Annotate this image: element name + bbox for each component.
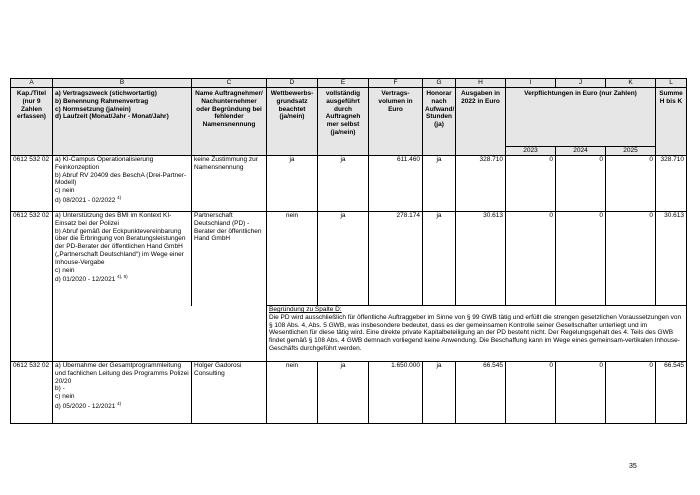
duration-text: d) 05/2020 - 12/2021 (55, 403, 116, 411)
purpose-line: b) Abruf RV 20409 des BeschA (Drei-Partner-Modell) (55, 171, 187, 187)
duration-line (55, 401, 189, 411)
header-b-line: a) Vertragszweck (stichwortartig) (55, 90, 157, 97)
duration-line (55, 274, 189, 284)
vollstaendig-cell: ja (318, 362, 369, 424)
purpose-line: b) Abruf gemäß der Eckpunktevereinbarung über die Erbringung von Beratungsleistungen der PD-Berater der öffentlichen Hand GmbH („Partnerschaft Deutschland“) im Wege einer Inhouse-Vergabe (55, 227, 186, 266)
vertragsvolumen-cell: 278.174 (369, 212, 423, 306)
col-letter-j: J (556, 79, 606, 88)
vollstaendig-cell: ja (318, 156, 369, 212)
wettbewerb-cell: ja (267, 156, 318, 212)
header-kap-titel: Kap./Titel (nur 9 Zahlen erfassen) (11, 88, 53, 156)
purpose-line: b) - (55, 385, 65, 393)
col-letter-a: A (11, 79, 53, 88)
purpose-line: c) nein (55, 393, 75, 401)
vertragsvolumen-cell: 611.460 (369, 156, 423, 212)
ausgaben-cell: 328.710 (456, 156, 506, 212)
ausgaben-cell: 30.613 (456, 212, 506, 306)
reason-cell (267, 306, 687, 362)
purpose-line: a) Unterstützung des BMI im Kontext KI-Einsatz bei der Polizei (55, 212, 172, 227)
col-letter-c: C (192, 79, 267, 88)
header-auftragnehmer: Name Auftragnehmer/ Nachunternehmer oder Begründung bei fehlender Namensnennung (192, 88, 267, 156)
footnote-ref: 4) (117, 400, 122, 406)
vertragszweck-cell (53, 362, 192, 424)
purpose-line: a) Übernahme der Gesamtprogrammleitung und fachlichen Leitung des Programms Polizei 20/20 (55, 362, 189, 385)
ausgaben-cell: 66.545 (456, 362, 506, 424)
header-b-line: b) Benennung Rahmenvertrag (55, 97, 149, 105)
kap-titel-cell: 0612 532 02 (11, 362, 53, 424)
header-verpflichtungen: Verpflichtungen in Euro (nur Zahlen) (506, 88, 656, 147)
duration-text: d) 08/2021 - 02/2022 (55, 197, 116, 205)
purpose-line: a) KI-Campus Operationalisierung Feinkonzeption (55, 156, 154, 171)
col-letter-l: L (656, 79, 687, 88)
verpflichtung-2024-cell: 0 (556, 212, 606, 306)
year-2024: 2024 (556, 147, 606, 156)
summe-cell: 30.613 (656, 212, 687, 306)
duration-line (55, 195, 189, 205)
reason-text: Die PD wird ausschließlich für öffentliche Auftraggeber im Sinne von § 99 GWB tätig und erfüllt die strengen gesetzlichen Voraussetzungen von § 108 Abs. 4, Abs. 5 GWB, was insbesondere bedeutet, dass es der gemeinsamen Kontrolle seiner Gesellschafter unterliegt und im Wesentlichen für diese tätig wird. Eine direkte private Kapitalbeteiligung an der PD besteht nicht. Der Regelungsgehalt des 4. Teils des GWB findet gemäß § 108 Abs. 4 GWB demnach vorliegend keine Anwendung. Die Beschaffung kann im Wege eines gemeinsam-vertikalen Inhouse-Geschäfts durchgeführt werden. (269, 313, 682, 352)
column-letter-row (11, 79, 687, 88)
verpflichtung-2024-cell: 0 (556, 362, 606, 424)
blank-cell (53, 306, 192, 362)
table-row (11, 212, 687, 306)
auftragnehmer-cell: Holger Gadorosi Consulting (192, 362, 267, 424)
col-letter-h: H (456, 79, 506, 88)
footnote-ref: 4) (117, 194, 122, 200)
duration-text: d) 01/2020 - 12/2021 (55, 276, 116, 284)
honorar-cell: ja (423, 156, 456, 212)
vertragszweck-cell (53, 156, 192, 212)
kap-titel-cell: 0612 532 02 (11, 156, 53, 212)
reason-row (11, 306, 687, 362)
col-letter-g: G (423, 79, 456, 88)
auftragnehmer-cell: keine Zustimmung zur Namensnennung (192, 156, 267, 212)
col-letter-i: I (506, 79, 556, 88)
purpose-line: c) nein (55, 187, 75, 195)
header-honorar: Honorar nach Aufwand/ Stunden (ja) (423, 88, 456, 156)
contracts-table (10, 78, 687, 424)
col-letter-d: D (267, 79, 318, 88)
honorar-cell: ja (423, 212, 456, 306)
verpflichtung-2025-cell: 0 (606, 156, 656, 212)
year-2025: 2025 (606, 147, 656, 156)
verpflichtung-2023-cell: 0 (506, 362, 556, 424)
header-b-line: d) Laufzeit (Monat/Jahr - Monat/Jahr) (55, 113, 169, 121)
purpose-line: c) nein (55, 266, 75, 274)
col-letter-e: E (318, 79, 369, 88)
summe-cell: 66.545 (656, 362, 687, 424)
honorar-cell: ja (423, 362, 456, 424)
header-wettbewerb: Wettbewerbs-grundsatz beachtet (ja/nein) (267, 88, 318, 156)
header-vollstaendig: vollständig ausgeführt durch Auftragneh mer selbst (ja/nein) (318, 88, 369, 156)
header-vertragszweck (53, 88, 192, 156)
reason-title: Begründung zu Spalte D: (269, 306, 342, 313)
col-letter-b: B (53, 79, 192, 88)
wettbewerb-cell: nein (267, 212, 318, 306)
col-letter-k: K (606, 79, 656, 88)
footnote-ref: 4), 5) (117, 274, 128, 280)
col-letter-f: F (369, 79, 423, 88)
header-ausgaben: Ausgaben in 2022 in Euro (456, 88, 506, 156)
table-row (11, 362, 687, 424)
verpflichtung-2024-cell: 0 (556, 156, 606, 212)
vertragszweck-cell (53, 212, 192, 306)
header-row (11, 88, 687, 147)
verpflichtung-2023-cell: 0 (506, 156, 556, 212)
verpflichtung-2023-cell: 0 (506, 212, 556, 306)
table-row (11, 156, 687, 212)
vertragsvolumen-cell: 1.650.000 (369, 362, 423, 424)
header-summe: Summe H bis K (656, 88, 687, 156)
summe-cell: 328.710 (656, 156, 687, 212)
wettbewerb-cell: nein (267, 362, 318, 424)
vollstaendig-cell: ja (318, 212, 369, 306)
header-vertragsvolumen: Vertrags-volumen in Euro (369, 88, 423, 156)
auftragnehmer-cell: Partnerschaft Deutschland (PD) - Berater der öffentlichen Hand GmbH (192, 212, 267, 306)
year-2023: 2023 (506, 147, 556, 156)
verpflichtung-2025-cell: 0 (606, 212, 656, 306)
verpflichtung-2025-cell: 0 (606, 362, 656, 424)
blank-cell (192, 306, 267, 362)
page-number: 35 (629, 463, 637, 470)
kap-titel-cell: 0612 532 02 (11, 212, 53, 362)
header-b-line: c) Normsetzung (ja/nein) (55, 105, 131, 113)
